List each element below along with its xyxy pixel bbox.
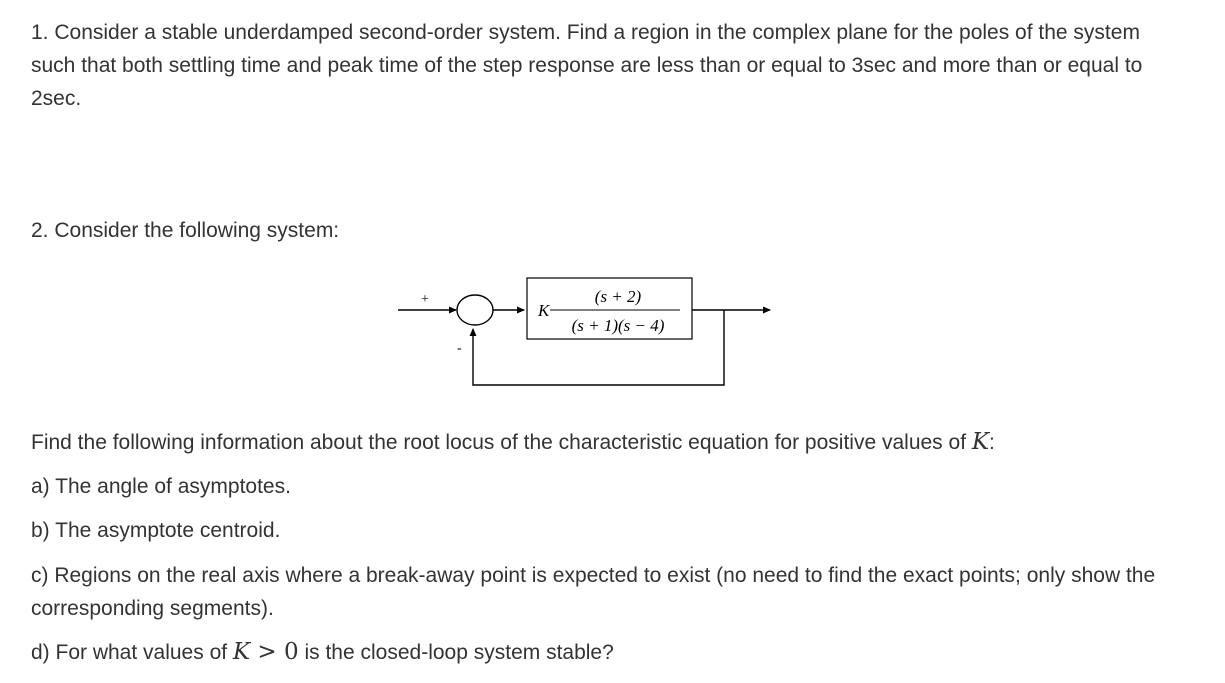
minus-sign: -: [457, 341, 462, 356]
question-2-intro: 2. Consider the following system:: [31, 219, 340, 242]
part-d-inequality: > 0: [250, 639, 299, 665]
part-d-suffix: is the closed-loop system stable?: [298, 641, 614, 664]
part-b: b) The asymptote centroid.: [31, 519, 281, 542]
part-d-prefix: d) For what values of: [31, 641, 233, 664]
root-locus-instructions: [31, 426, 995, 459]
gain-k: K: [538, 301, 550, 320]
k-variable: K: [971, 429, 990, 455]
plus-sign: +: [421, 292, 429, 307]
transfer-numerator: (s + 2): [594, 287, 642, 306]
summing-junction: [457, 295, 493, 325]
part-c: c) Regions on the real axis where a break-away point is expected to exist (no need to find the exact points; only show the corresponding segments).: [31, 564, 1156, 620]
find-text: Find the following information about the root locus of the characteristic equation for positive values of: [31, 431, 972, 454]
part-d-k-variable: K: [232, 639, 251, 665]
part-a: a) The angle of asymptotes.: [31, 475, 291, 498]
transfer-denominator: (s + 1)(s − 4): [571, 316, 665, 335]
question-1-text: 1. Consider a stable underdamped second-order system. Find a region in the complex plane for the poles of the system such that both settling time and peak time of the step response are less than or equal to 3sec and more than or equal to 2sec.: [31, 21, 1143, 110]
part-d: [31, 636, 614, 669]
block-diagram: [390, 270, 780, 395]
find-colon: :: [989, 431, 995, 454]
